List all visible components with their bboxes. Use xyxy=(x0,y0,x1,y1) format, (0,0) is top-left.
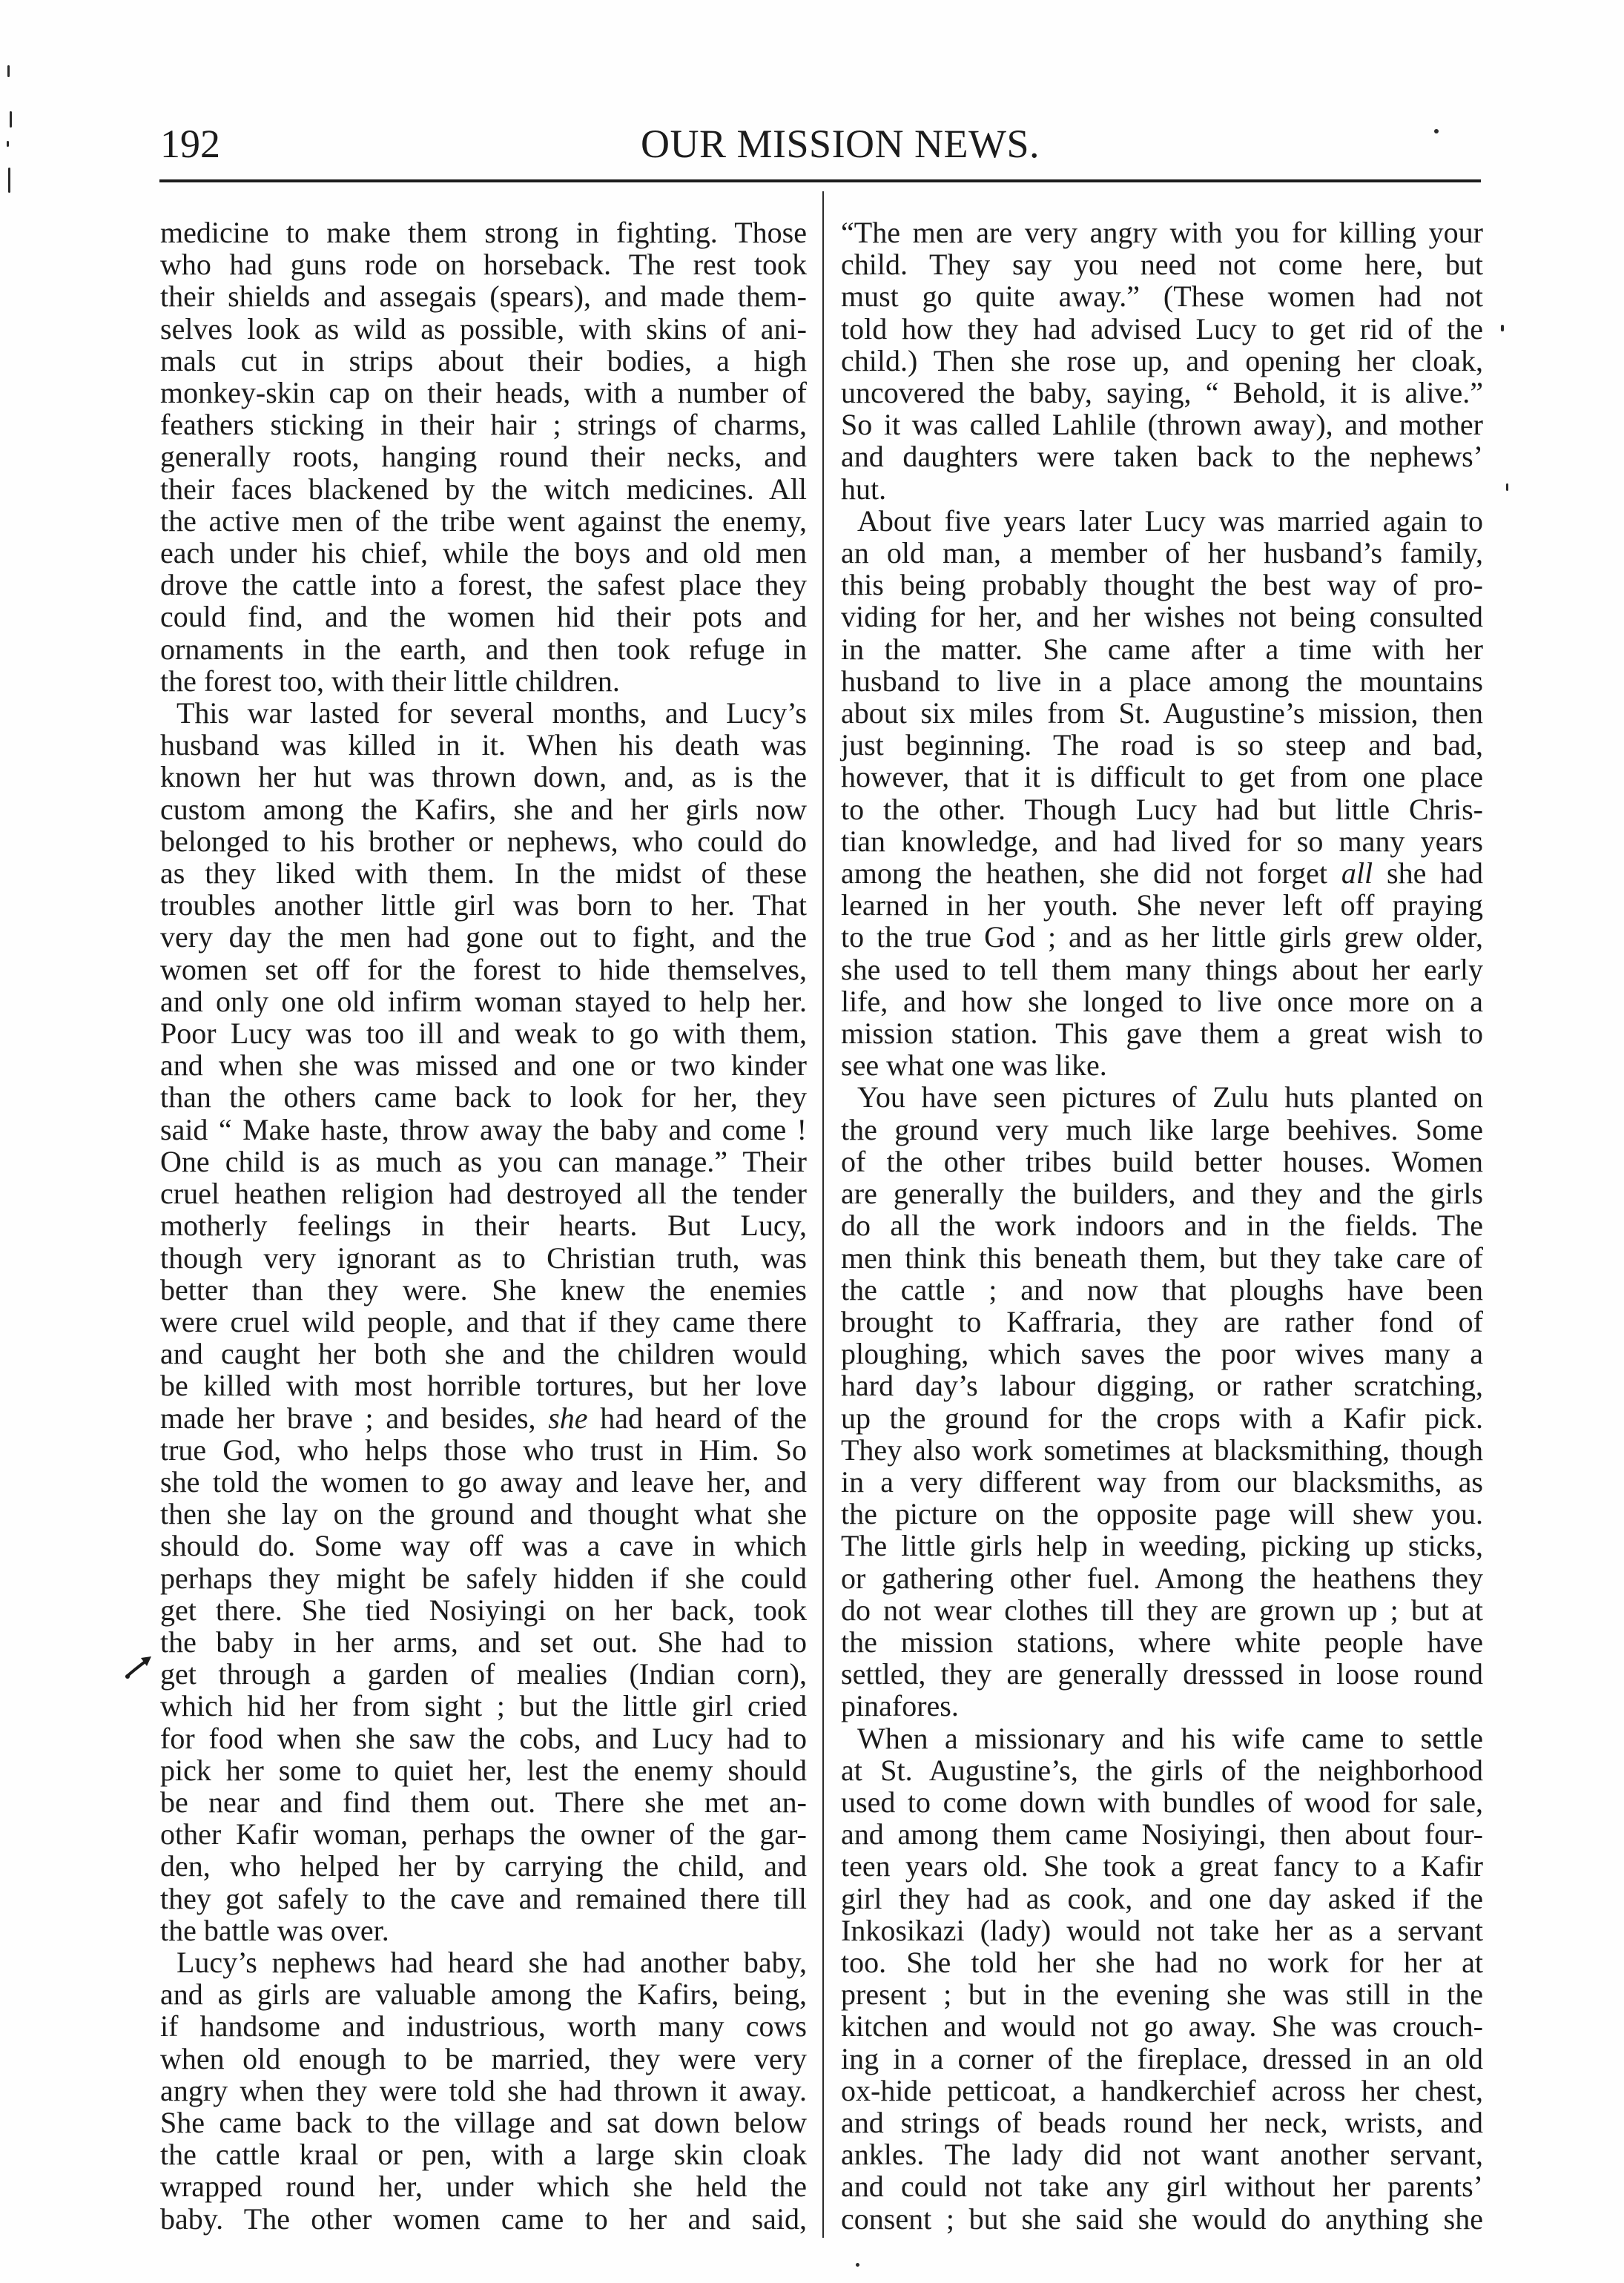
text-line: see what one was like. xyxy=(841,1048,1107,1083)
scan-dot-mark xyxy=(1434,129,1439,133)
paragraph xyxy=(841,505,1483,1082)
text-line: viding for her, and her wishes not being consulted xyxy=(841,600,1483,634)
text-line: do not wear clothes till they are grown up ; but at xyxy=(841,1593,1483,1627)
italic-text: she xyxy=(548,1401,588,1435)
text-line: get there. She tied Nosiyingi on her back, took xyxy=(160,1593,807,1627)
text-line: be near and find them out. There she met an- xyxy=(160,1785,807,1819)
text-line: perhaps they might be safely hidden if she could xyxy=(160,1561,807,1595)
text-line: and daughters were taken back to the nephews’ xyxy=(841,440,1483,474)
text-line: “The men are very angry with you for killing your xyxy=(841,216,1483,249)
text-line: So it was called Lahlile (thrown away), and mother xyxy=(841,408,1483,442)
text-line: monkey-skin cap on their heads, with a number of xyxy=(160,376,807,410)
text-line: told how they had advised Lucy to get rid of the xyxy=(841,311,1483,346)
text-line: the picture on the opposite page will shew you. xyxy=(841,1497,1483,1531)
text-segment: made her brave ; and besides, xyxy=(160,1401,549,1435)
text-line: the ground very much like large beehives. Some xyxy=(841,1112,1483,1146)
text-line: When a missionary and his wife came to settle xyxy=(857,1721,1483,1755)
paragraph xyxy=(160,697,807,1946)
text-line: and only one old infirm woman stayed to help her. xyxy=(160,984,807,1018)
text-line: hard day’s labour digging, or rather scratching, xyxy=(841,1369,1483,1403)
text-line: as they liked with them. In the midst of these xyxy=(160,856,807,891)
text-line: each under his chief, while the boys and old men xyxy=(160,536,807,570)
text-line: in the matter. She came after a time with her xyxy=(841,632,1483,666)
scan-edge-mark xyxy=(7,65,10,77)
text-line: must go quite away.” (These women had not xyxy=(841,280,1483,314)
text-line: true God, who helps those who trust in Him. So xyxy=(160,1433,807,1467)
text-line: One child is as much as you can manage.” Their xyxy=(160,1144,807,1178)
scan-dot-mark xyxy=(1506,483,1508,491)
text-line: if handsome and industrious, worth many cows xyxy=(160,2009,807,2044)
text-line: About five years later Lucy was married again to xyxy=(857,503,1483,538)
text-line: uncovered the baby, saying, “ Behold, it is alive.” xyxy=(841,376,1483,410)
page-number: 192 xyxy=(160,122,220,166)
text-line: medicine to make them strong in fighting. Those xyxy=(160,216,807,249)
text-line: teen years old. She took a great fancy to a Kafir xyxy=(841,1849,1483,1883)
paragraph xyxy=(160,217,807,697)
text-line: You have seen pictures of Zulu huts planted on xyxy=(857,1080,1483,1114)
text-line: settled, they are generally dresssed in loose round xyxy=(841,1657,1483,1691)
text-line: are generally the builders, and they and the girls xyxy=(841,1177,1483,1211)
text-line: and could not take any girl without her parents’ xyxy=(841,2170,1483,2204)
text-line: be killed with most horrible tortures, but her love xyxy=(160,1369,807,1403)
text-line: though very ignorant as to Christian truth, was xyxy=(160,1240,807,1275)
paragraph xyxy=(160,1946,807,2235)
text-line: could find, and the women hid their pots and xyxy=(160,600,807,634)
right-column xyxy=(841,217,1483,2235)
text-line: at St. Augustine’s, the girls of the neighborhood xyxy=(841,1753,1483,1787)
text-line: very day the men had gone out to fight, and the xyxy=(160,920,807,954)
text-line: Poor Lucy was too ill and weak to go with them, xyxy=(160,1017,807,1051)
scan-edge-mark xyxy=(10,111,12,128)
text-line: brought to Kaffraria, they are rather fond of xyxy=(841,1304,1483,1338)
text-line: used to come down with bundles of wood for sale, xyxy=(841,1785,1483,1819)
left-column xyxy=(160,217,807,2235)
text-line: generally roots, hanging round their necks, and xyxy=(160,440,807,474)
text-line: when old enough to be married, they were very xyxy=(160,2041,807,2075)
text-line: do all the work indoors and in the fields. The xyxy=(841,1209,1483,1243)
paragraph xyxy=(841,1722,1483,2235)
text-line: Inkosikazi (lady) would not take her as a servant xyxy=(841,1913,1483,1947)
paragraph xyxy=(841,217,1483,505)
text-line: the mission stations, where white people have xyxy=(841,1625,1483,1659)
text-line: This war lasted for several months, and Lucy’s xyxy=(176,696,807,730)
text-line: child.) Then she rose up, and opening her cloak, xyxy=(841,343,1483,377)
text-line: women set off for the forest to hide themselves, xyxy=(160,952,807,986)
text-line: said “ Make haste, throw away the baby and come ! xyxy=(160,1112,807,1146)
text-line: men think this beneath them, but they take care of xyxy=(841,1240,1483,1275)
pen-arrow-mark xyxy=(123,1652,156,1682)
text-line: who had guns rode on horseback. The rest took xyxy=(160,248,807,282)
text-line: the baby in her arms, and set out. She had to xyxy=(160,1625,807,1659)
text-line: life, and how she longed to live once more on a xyxy=(841,984,1483,1018)
text-line: husband to live in a place among the mountains xyxy=(841,664,1483,698)
text-line: however, that it is difficult to get from one place xyxy=(841,760,1483,794)
text-line: ox-hide petticoat, a handkerchief across her chest, xyxy=(841,2073,1483,2107)
text-line: mals cut in strips about their bodies, a high xyxy=(160,343,807,377)
text-line: and when she was missed and one or two kinder xyxy=(160,1048,807,1083)
text-line: The little girls help in weeding, picking up sticks, xyxy=(841,1529,1483,1563)
text-line: to the true God ; and as her little girls grew older, xyxy=(841,920,1483,954)
text-line: wrapped round her, under which she held the xyxy=(160,2170,807,2204)
text-line: pinafores. xyxy=(841,1689,959,1723)
text-line: other Kafir woman, perhaps the owner of the gar- xyxy=(160,1817,807,1851)
text-line: She came back to the village and sat down below xyxy=(160,2105,807,2139)
text-line: motherly feelings in their hearts. But Lucy, xyxy=(160,1209,807,1243)
italic-text: all xyxy=(1341,856,1373,891)
text-line: Lucy’s nephews had heard she had another baby, xyxy=(176,1945,807,1979)
text-line: angry when they were told she had thrown it away. xyxy=(160,2073,807,2107)
text-line: ploughing, which saves the poor wives many a xyxy=(841,1337,1483,1371)
text-line: were cruel wild people, and that if they came there xyxy=(160,1304,807,1338)
text-line: this being probably thought the best way of pro- xyxy=(841,568,1483,602)
text-line: den, who helped her by carrying the child, and xyxy=(160,1849,807,1883)
text-line: better than they were. She knew the enemies xyxy=(160,1272,807,1306)
text-line: and caught her both she and the children would xyxy=(160,1337,807,1371)
text-line: and among them came Nosiyingi, then about four- xyxy=(841,1817,1483,1851)
text-line: for food when she saw the cobs, and Lucy had to xyxy=(160,1721,807,1755)
text-line: tian knowledge, and had lived for so many years xyxy=(841,824,1483,858)
text-line: child. They say you need not come here, but xyxy=(841,248,1483,282)
text-line xyxy=(160,1402,807,1434)
text-line: present ; but in the evening she was still in the xyxy=(841,1978,1483,2012)
text-line: to the other. Though Lucy had but little Chris- xyxy=(841,792,1483,826)
paragraph xyxy=(841,1081,1483,1722)
text-line: ing in a corner of the fireplace, dressed in an old xyxy=(841,2041,1483,2075)
column-divider xyxy=(822,191,824,2238)
text-line: drove the cattle into a forest, the safest place they xyxy=(160,568,807,602)
text-line: the battle was over. xyxy=(160,1913,389,1947)
text-line: their faces blackened by the witch medicines. All xyxy=(160,472,807,506)
text-line: learned in her youth. She never left off praying xyxy=(841,888,1483,922)
text-line: baby. The other women came to her and said, xyxy=(160,2201,807,2236)
text-line: selves look as wild as possible, with skins of ani- xyxy=(160,311,807,346)
text-line: They also work sometimes at blacksmithing, though xyxy=(841,1433,1483,1467)
text-line: feathers sticking in their hair ; strings of charms, xyxy=(160,408,807,442)
text-line: in a very different way from our blacksmiths, as xyxy=(841,1464,1483,1499)
text-line: they got safely to the cave and remained there till xyxy=(160,1881,807,1915)
text-line: pick her some to quiet her, lest the enemy should xyxy=(160,1753,807,1787)
text-line: just beginning. The road is so steep and bad, xyxy=(841,728,1483,762)
text-line: the active men of the tribe went against the enemy, xyxy=(160,503,807,538)
text-line: ankles. The lady did not want another servant, xyxy=(841,2138,1483,2172)
text-line: she used to tell them many things about her early xyxy=(841,952,1483,986)
text-line: get through a garden of mealies (Indian corn), xyxy=(160,1657,807,1691)
text-line: than the others came back to look for her, they xyxy=(160,1080,807,1114)
text-line: custom among the Kafirs, she and her girls now xyxy=(160,792,807,826)
text-segment: she had xyxy=(1373,856,1483,891)
text-line: the cattle kraal or pen, with a large skin cloak xyxy=(160,2138,807,2172)
text-segment: had heard of the xyxy=(587,1401,807,1435)
text-line: hut. xyxy=(841,472,887,506)
text-line: ornaments in the earth, and then took refuge in xyxy=(160,632,807,666)
text-line: consent ; but she said she would do anything she xyxy=(841,2201,1483,2236)
text-line: about six miles from St. Augustine’s mission, then xyxy=(841,696,1483,730)
text-line: and as girls are valuable among the Kafirs, being, xyxy=(160,1978,807,2012)
text-line: and strings of beads round her neck, wrists, and xyxy=(841,2105,1483,2139)
text-line: up the ground for the crops with a Kafir pick. xyxy=(841,1401,1483,1435)
text-line: troubles another little girl was born to her. That xyxy=(160,888,807,922)
scan-dot-mark xyxy=(1501,325,1504,331)
text-line: belonged to his brother or nephews, who could do xyxy=(160,824,807,858)
text-line: too. She told her she had no work for her at xyxy=(841,1945,1483,1979)
text-line: which hid her from sight ; but the little girl cried xyxy=(160,1689,807,1723)
text-line: kitchen and would not go away. She was crouch- xyxy=(841,2009,1483,2044)
text-line: mission station. This gave them a great wish to xyxy=(841,1017,1483,1051)
scan-dot-mark xyxy=(856,2263,859,2267)
text-line xyxy=(841,857,1483,889)
text-line: their shields and assegais (spears), and made them- xyxy=(160,280,807,314)
text-line: cruel heathen religion had destroyed all the tender xyxy=(160,1177,807,1211)
text-line: known her hut was thrown down, and, as is the xyxy=(160,760,807,794)
text-line: she told the women to go away and leave her, and xyxy=(160,1464,807,1499)
text-line: or gathering other fuel. Among the heathens they xyxy=(841,1561,1483,1595)
text-line: should do. Some way off was a cave in which xyxy=(160,1529,807,1563)
text-line: of the other tribes build better houses. Women xyxy=(841,1144,1483,1178)
header-rule xyxy=(159,179,1481,182)
text-segment: among the heathen, she did not forget xyxy=(841,856,1341,891)
scan-edge-mark xyxy=(8,168,10,193)
text-line: the cattle ; and now that ploughs have been xyxy=(841,1272,1483,1306)
running-title: OUR MISSION NEWS. xyxy=(641,122,1040,166)
text-line: husband was killed in it. When his death was xyxy=(160,728,807,762)
text-line: then she lay on the ground and thought what she xyxy=(160,1497,807,1531)
text-line: the forest too, with their little children. xyxy=(160,664,620,698)
scan-edge-mark xyxy=(7,141,9,147)
text-line: girl they had as cook, and one day asked if the xyxy=(841,1881,1483,1915)
text-line: an old man, a member of her husband’s family, xyxy=(841,536,1483,570)
